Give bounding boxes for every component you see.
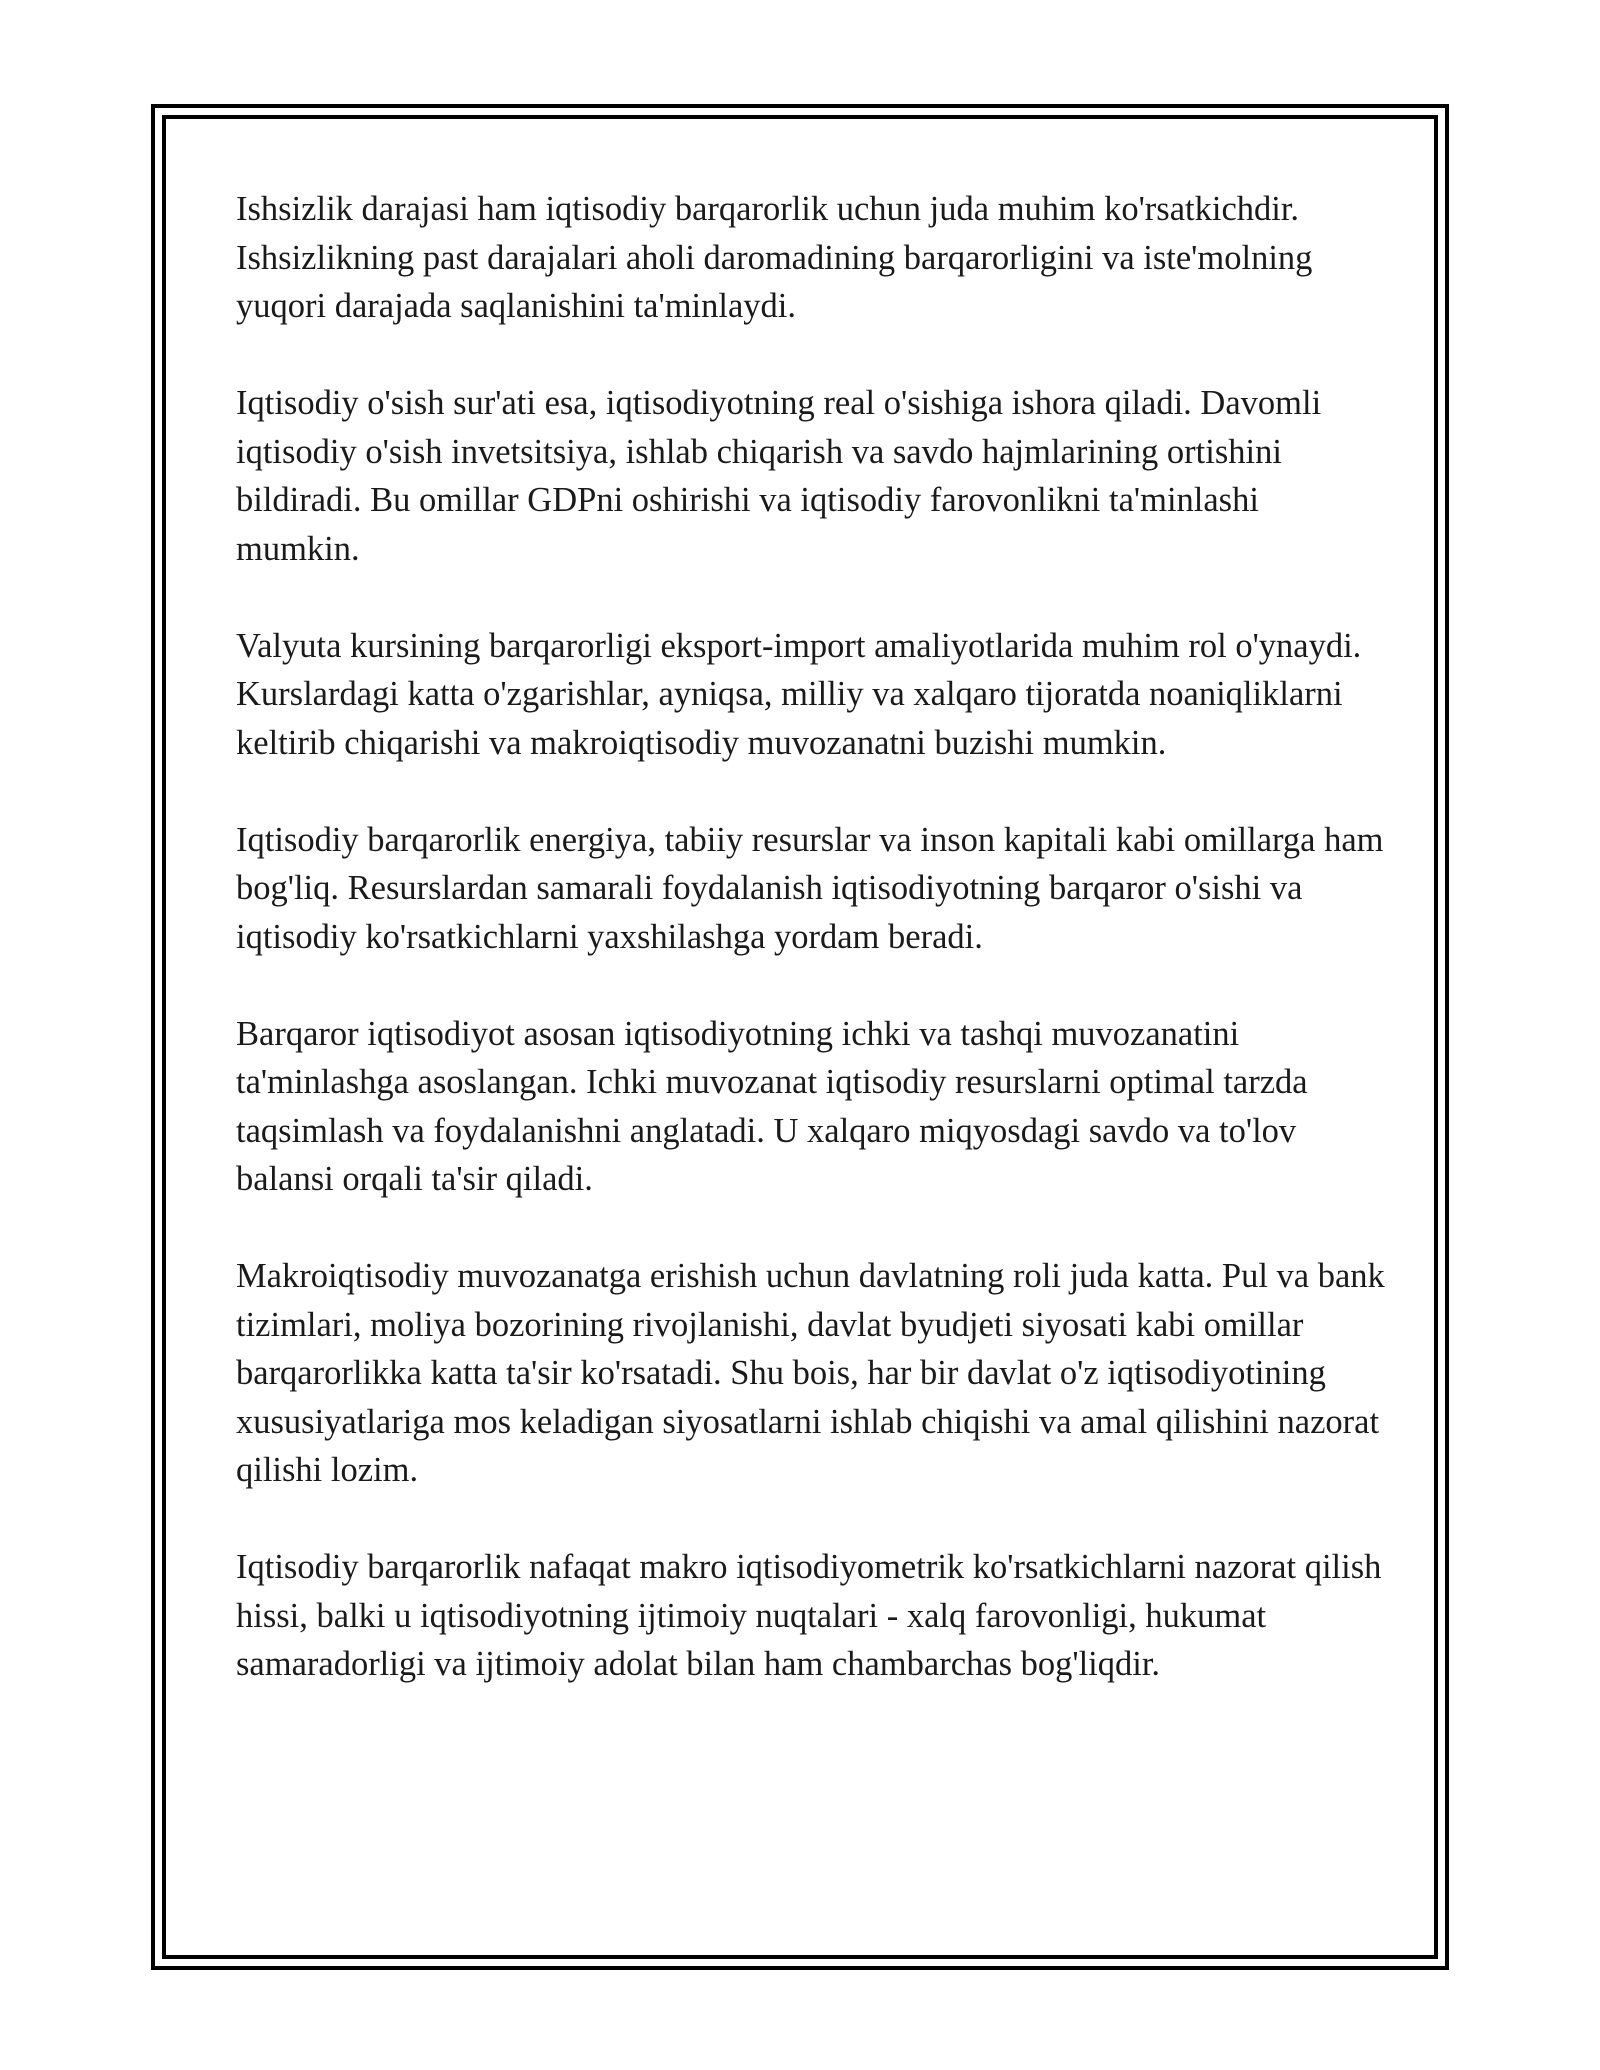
document-body: [236, 185, 1386, 1689]
paragraph: Ishsizlik darajasi ham iqtisodiy barqarorlik uchun juda muhim ko'rsatkichdir. Ishsizlikning past darajalari aholi daromadining barqarorligini va iste'molning yuqori darajada saqlanishini ta'minlaydi.: [236, 190, 1313, 325]
paragraph: Iqtisodiy barqarorlik nafaqat makro iqtisodiyometrik ko'rsatkichlarni nazorat qilish hissi, balki u iqtisodiyotning ijtimoiy nuqtalari - xalq farovonligi, hukumat samaradorligi va ijtimoiy adolat bilan ham chambarchas bog'liqdir.: [236, 1548, 1382, 1683]
paragraph: Iqtisodiy barqarorlik energiya, tabiiy resurslar va inson kapitali kabi omillarga ham bog'liq. Resurslardan samarali foydalanish iqtisodiyotning barqaror o'sishi va iqtisodiy ko'rsatkichlarni yaxshilashga yordam beradi.: [236, 820, 1384, 956]
paragraph: Iqtisodiy o'sish sur'ati esa, iqtisodiyotning real o'sishiga ishora qiladi. Davomli iqtisodiy o'sish invetsitsiya, ishlab chiqarish va savdo hajmlarining ortishini bildiradi. Bu omillar GDPni oshirishi va iqtisodiy farovonlikni ta'minlashi mumkin.: [236, 384, 1322, 568]
paragraph: Valyuta kursining barqarorligi eksport-import amaliyotlarida muhim rol o'ynaydi. Kurslardagi katta o'zgarishlar, ayniqsa, milliy va xalqaro tijoratda noaniqliklarni keltirib chiqarishi va makroiqtisodiy muvozanatni buzishi mumkin.: [236, 626, 1362, 762]
paragraph: Makroiqtisodiy muvozanatga erishish uchun davlatning roli juda katta. Pul va bank tizimlari, moliya bozorining rivojlanishi, davlat byudjeti siyosati kabi omillar barqarorlikka katta ta'sir ko'rsatadi. Shu bois, har bir davlat o'z iqtisodiyotining xususiyatlariga mos keladigan siyosatlarni ishlab chiqishi va amal qilishini nazorat qilishi lozim.: [236, 1257, 1385, 1489]
paragraph: Barqaror iqtisodiyot asosan iqtisodiyotning ichki va tashqi muvozanatini ta'minlashga asoslangan. Ichki muvozanat iqtisodiy resurslarni optimal tarzda taqsimlash va foydalanishni anglatadi. U xalqaro miqyosdagi savdo va to'lov balansi orqali ta'sir qiladi.: [236, 1014, 1308, 1198]
